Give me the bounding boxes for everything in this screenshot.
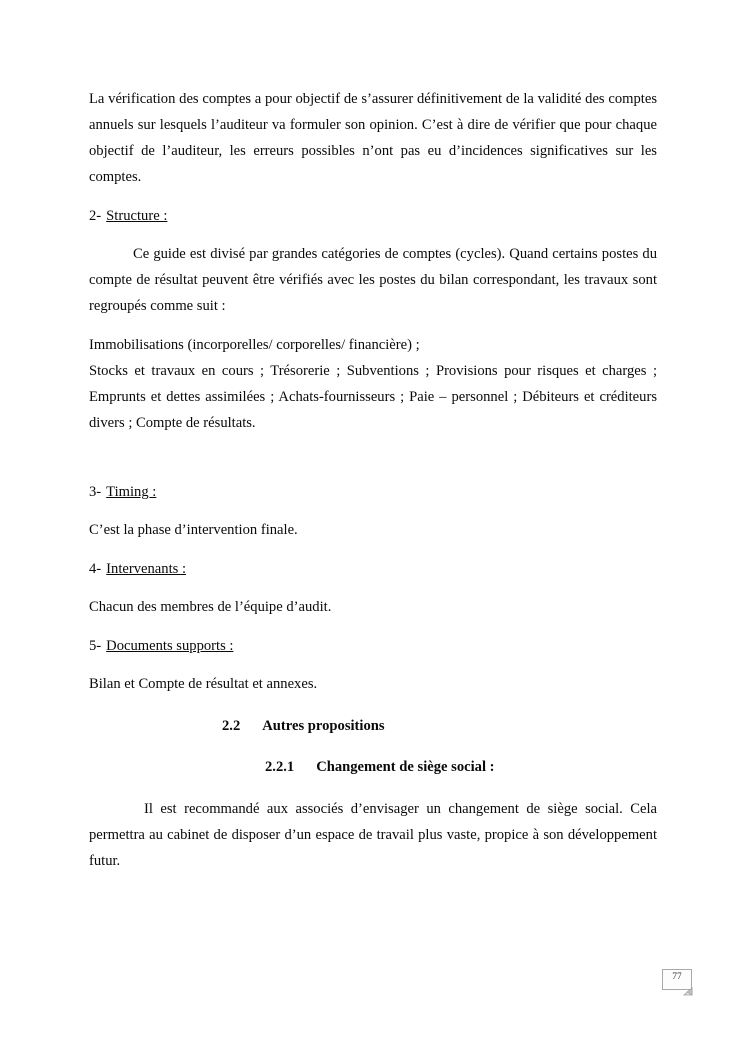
subheading-siege-title: Changement de siège social : [316, 759, 495, 775]
subheading-autres-propositions [89, 713, 657, 739]
page-number: 77 [672, 972, 682, 982]
subheading-siege-number: 2.2.1 [265, 759, 295, 775]
heading-timing [89, 479, 657, 505]
paragraph-documents-body: Bilan et Compte de résultat et annexes. [89, 676, 318, 692]
subheading-changement-siege [89, 754, 657, 780]
heading-documents-supports [89, 633, 657, 659]
heading-documents-number: 5- [89, 638, 102, 654]
heading-intervenants-number: 4- [89, 561, 102, 577]
heading-structure [89, 203, 657, 229]
paragraph-intervenants-body: Chacun des membres de l’équipe d’audit. [89, 599, 332, 615]
paragraph-structure-body: Ce guide est divisé par grandes catégories de comptes (cycles). Quand certains postes du compte de résultat peuvent être vérifiés avec les postes du bilan correspondant, les travaux sont regroupés comme suit : [89, 246, 657, 314]
heading-documents-label: Documents supports : [106, 638, 234, 654]
paragraph-recommandation: Il est recommandé aux associés d’envisager un changement de siège social. Cela permettra au cabinet de disposer d’un espace de travail plus vaste, propice à son développement futur. [89, 801, 657, 869]
heading-structure-label: Structure : [106, 208, 168, 224]
page-number-frame [662, 969, 692, 990]
heading-timing-number: 3- [89, 484, 102, 500]
paragraph-timing-body: C’est la phase d’intervention finale. [89, 522, 298, 538]
page-content [89, 86, 657, 874]
heading-intervenants-label: Intervenants : [106, 561, 187, 577]
subheading-autres-title: Autres propositions [262, 718, 385, 734]
heading-structure-number: 2- [89, 208, 102, 224]
subheading-autres-number: 2.2 [222, 718, 241, 734]
page-curl-icon [683, 984, 695, 996]
cycles-line-rest: Stocks et travaux en cours ; Trésorerie ; Subventions ; Provisions pour risques et charges ; Emprunts et dettes assimilées ; Achats-fournisseurs ; Paie – personnel ; Débiteurs et créditeurs divers ; Compte de résultats. [89, 363, 657, 431]
heading-timing-label: Timing : [106, 484, 157, 500]
cycles-line-immobilisations: Immobilisations (incorporelles/ corporelles/ financière) ; [89, 337, 420, 353]
heading-intervenants [89, 556, 657, 582]
paragraph-verification-intro: La vérification des comptes a pour objectif de s’assurer définitivement de la validité des comptes annuels sur lesquels l’auditeur va formuler son opinion. C’est à dire de vérifier que pour chaque objectif de l’auditeur, les erreurs possibles n’ont pas eu d’incidences significatives sur les comptes. [89, 91, 657, 185]
paragraph-cycles-list [89, 332, 657, 436]
